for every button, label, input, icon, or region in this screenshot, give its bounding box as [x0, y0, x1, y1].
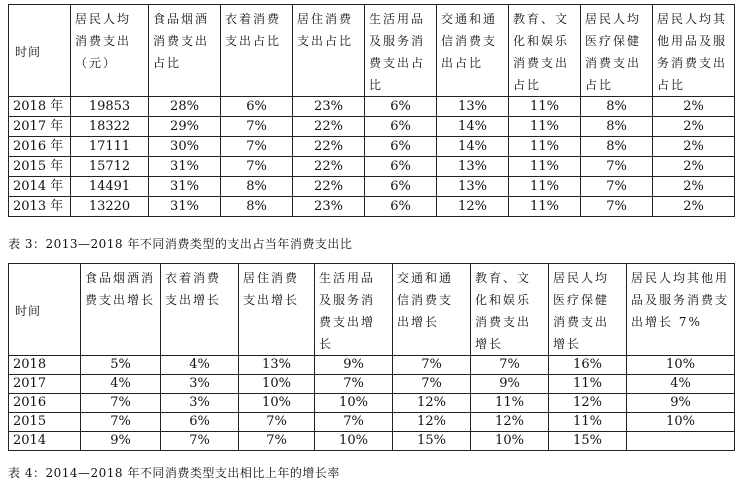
table-cell: 18322 [71, 117, 149, 137]
table-cell: 6% [365, 177, 437, 197]
table-cell: 10% [239, 375, 315, 394]
table-cell: 7% [581, 177, 653, 197]
table-cell: 7% [315, 375, 393, 394]
table-cell: 11% [509, 97, 581, 117]
table-cell: 2018 [9, 356, 81, 375]
table-cell: 12% [393, 413, 471, 432]
table-cell: 12% [549, 394, 627, 413]
table-cell: 15% [549, 432, 627, 451]
table-cell: 7% [315, 413, 393, 432]
table-cell: 7% [239, 432, 315, 451]
table-cell: 11% [509, 177, 581, 197]
table-cell: 2% [653, 197, 735, 217]
table-cell: 11% [509, 157, 581, 177]
table-cell: 31% [149, 157, 221, 177]
table-cell: 11% [509, 137, 581, 157]
header-cell: 居民人均其他用品及服务消费支出增长 7% [627, 264, 735, 356]
table-cell: 14491 [71, 177, 149, 197]
table-row [9, 432, 735, 451]
table-cell: 2016 年 [9, 137, 71, 157]
table-cell: 2016 [9, 394, 81, 413]
header-cell: 居民人均其他用品及服务消费支出占比 [653, 5, 735, 97]
table-row [9, 394, 735, 413]
table-cell: 11% [549, 375, 627, 394]
table-cell: 7% [81, 394, 161, 413]
table-cell: 11% [509, 117, 581, 137]
table-cell: 2018 年 [9, 97, 71, 117]
header-cell: 食品烟酒消费支出增长 [81, 264, 161, 356]
header-cell: 交通和通信消费支出增长 [393, 264, 471, 356]
table-cell: 13% [239, 356, 315, 375]
table-cell: 22% [293, 157, 365, 177]
header-cell: 居住消费支出占比 [293, 5, 365, 97]
table-cell: 9% [471, 375, 549, 394]
header-cell: 教育、文化和娱乐消费支出占比 [509, 5, 581, 97]
table-cell: 3% [161, 375, 239, 394]
table-row [9, 197, 735, 217]
table-cell: 7% [221, 137, 293, 157]
table-cell: 2017 年 [9, 117, 71, 137]
table-cell: 31% [149, 197, 221, 217]
header-cell: 衣着消费支出增长 [161, 264, 239, 356]
table-cell: 2% [653, 157, 735, 177]
table-cell: 6% [221, 97, 293, 117]
header-cell: 生活用品及服务消费支出增长 [315, 264, 393, 356]
table-cell: 7% [581, 197, 653, 217]
table-cell: 11% [549, 413, 627, 432]
table-cell: 2017 [9, 375, 81, 394]
table-cell [627, 432, 735, 451]
table-cell: 13% [437, 177, 509, 197]
table-cell: 2% [653, 97, 735, 117]
table-cell: 13% [437, 97, 509, 117]
table-cell: 2013 年 [9, 197, 71, 217]
table-cell: 10% [239, 394, 315, 413]
table-cell: 2015 [9, 413, 81, 432]
table-cell: 14% [437, 117, 509, 137]
table-cell: 7% [81, 413, 161, 432]
table-cell: 19853 [71, 97, 149, 117]
table-cell: 4% [161, 356, 239, 375]
table-cell: 2% [653, 117, 735, 137]
table-cell: 7% [221, 117, 293, 137]
table-cell: 10% [315, 432, 393, 451]
table-cell: 8% [581, 117, 653, 137]
table-row [9, 413, 735, 432]
table-cell: 10% [627, 356, 735, 375]
table-cell: 28% [149, 97, 221, 117]
table-cell: 5% [81, 356, 161, 375]
table-cell: 2014 [9, 432, 81, 451]
table-cell: 23% [293, 97, 365, 117]
table-cell: 15712 [71, 157, 149, 177]
table-cell: 4% [81, 375, 161, 394]
table-cell: 7% [471, 356, 549, 375]
header-cell: 居民人均消费支出（元） [71, 5, 149, 97]
table-cell: 2015 年 [9, 157, 71, 177]
table-cell: 9% [627, 394, 735, 413]
table-cell: 2014 年 [9, 177, 71, 197]
header-cell: 时间 [9, 264, 81, 356]
table-cell: 7% [393, 375, 471, 394]
table-cell: 2% [653, 137, 735, 157]
header-cell: 食品烟酒消费支出占比 [149, 5, 221, 97]
table-cell: 8% [221, 177, 293, 197]
header-cell: 居民人均医疗保健消费支出占比 [581, 5, 653, 97]
table-cell: 9% [315, 356, 393, 375]
table-cell: 13% [437, 157, 509, 177]
header-cell: 教育、文化和娱乐消费支出增长 [471, 264, 549, 356]
table-caption: 表 4：2014—2018 年不同消费类型支出相比上年的增长率 [8, 466, 340, 480]
table-cell: 6% [365, 197, 437, 217]
table-row [9, 137, 735, 157]
table-cell: 6% [365, 117, 437, 137]
table-cell: 8% [221, 197, 293, 217]
table-cell: 6% [161, 413, 239, 432]
table-cell: 3% [161, 394, 239, 413]
table-cell: 22% [293, 117, 365, 137]
table-cell: 13220 [71, 197, 149, 217]
table-cell: 15% [393, 432, 471, 451]
header-cell: 生活用品及服务消费支出占比 [365, 5, 437, 97]
table-cell: 6% [365, 137, 437, 157]
table-row [9, 97, 735, 117]
table-cell: 7% [393, 356, 471, 375]
header-cell: 衣着消费支出占比 [221, 5, 293, 97]
table-cell: 17111 [71, 137, 149, 157]
table-cell: 14% [437, 137, 509, 157]
table-cell: 31% [149, 177, 221, 197]
header-cell: 交通和通信消费支出占比 [437, 5, 509, 97]
table-cell: 10% [471, 432, 549, 451]
consumption-share-table [8, 4, 735, 217]
table-cell: 7% [221, 157, 293, 177]
table-cell: 9% [81, 432, 161, 451]
table-cell: 8% [581, 97, 653, 117]
table-row [9, 356, 735, 375]
table-cell: 29% [149, 117, 221, 137]
table-row [9, 177, 735, 197]
table-row [9, 375, 735, 394]
table-row [9, 157, 735, 177]
table-cell: 6% [365, 97, 437, 117]
table-cell: 6% [365, 157, 437, 177]
header-row [9, 5, 735, 97]
table-cell: 7% [581, 157, 653, 177]
table-cell: 12% [471, 413, 549, 432]
table-cell: 22% [293, 177, 365, 197]
header-row [9, 264, 735, 356]
table-cell: 12% [437, 197, 509, 217]
header-cell: 时间 [9, 5, 71, 97]
table-cell: 4% [627, 375, 735, 394]
table-cell: 7% [239, 413, 315, 432]
table-cell: 8% [581, 137, 653, 157]
table-cell: 16% [549, 356, 627, 375]
consumption-growth-table [8, 263, 735, 451]
table-caption: 表 3：2013—2018 年不同消费类型的支出占当年消费支出比 [8, 237, 353, 251]
table-cell: 12% [393, 394, 471, 413]
table-cell: 10% [627, 413, 735, 432]
table-cell: 10% [315, 394, 393, 413]
table-cell: 22% [293, 137, 365, 157]
table-cell: 23% [293, 197, 365, 217]
table-row [9, 117, 735, 137]
table-cell: 11% [509, 197, 581, 217]
table-cell: 7% [161, 432, 239, 451]
table-cell: 2% [653, 177, 735, 197]
header-cell: 居民人均医疗保健消费支出增长 [549, 264, 627, 356]
table-cell: 11% [471, 394, 549, 413]
header-cell: 居住消费支出增长 [239, 264, 315, 356]
table-cell: 30% [149, 137, 221, 157]
